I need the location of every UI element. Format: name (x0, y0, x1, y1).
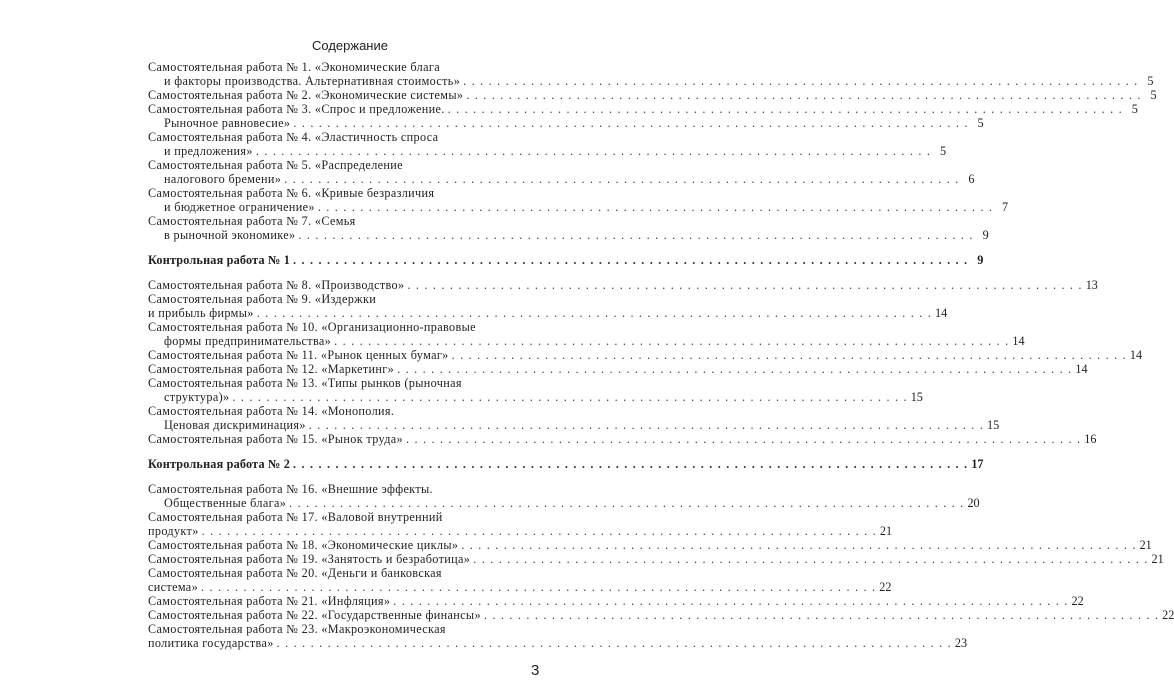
toc-leader-dots: . . . . . . . . . . . . . . . . . . . . . . . . . . . . . . . . . . . . . . . . . . . . . . . . . . . . . . . . . . . . . . . . . . . . . . . . . . . . . . . . (256, 306, 932, 320)
toc-entry-title: Ценовая дискриминация» (164, 418, 306, 432)
toc-section-heading (148, 253, 984, 267)
toc-entry-title: Самостоятельная работа № 16. «Внешние эффекты. (148, 482, 433, 496)
toc-entry (148, 102, 1138, 116)
toc-page-number: 23 (954, 636, 968, 650)
toc-entry-title: Самостоятельная работа № 23. «Макроэкономическая (148, 622, 446, 636)
toc-leader-dots: . . . . . . . . . . . . . . . . . . . . . . . . . . . . . . . . . . . . . . . . . . . . . . . . . . . . . . . . . . . . . . . . . . . . . . . . . . . . . . . . (405, 432, 1082, 446)
toc-page-number: 13 (1085, 278, 1098, 292)
toc-entry-title: Самостоятельная работа № 5. «Распределение (148, 158, 403, 172)
toc-entry (148, 376, 543, 390)
toc-page-number: 22 (1162, 608, 1174, 622)
toc-leader-dots: . . . . . . . . . . . . . . . . . . . . . . . . . . . . . . . . . . . . . . . . . . . . . . . . . . . . . . . . . . . . . . . . . . . . . . . . . . . . . . . . (407, 278, 1083, 292)
toc-entry (164, 144, 947, 158)
toc-entry (164, 74, 1154, 88)
toc-entry-title: и бюджетное ограничение» (164, 200, 315, 214)
toc-page-number: 16 (1084, 432, 1097, 446)
toc-entry-title: Самостоятельная работа № 14. «Монополия. (148, 404, 395, 418)
toc-entry (164, 116, 984, 130)
toc-entry-title: и прибыль фирмы» (148, 306, 254, 320)
toc-entry-title: Самостоятельная работа № 1. «Экономические блага (148, 60, 440, 74)
toc-entry (148, 552, 1164, 566)
toc-entry (164, 418, 1000, 432)
toc-entry (148, 482, 543, 496)
toc-entry-title: Самостоятельная работа № 19. «Занятость и безработица» (148, 552, 471, 566)
toc-page-number: 6 (968, 172, 975, 186)
toc-entry (148, 566, 543, 580)
toc-entry-title: Самостоятельная работа № 17. «Валовой внутренний (148, 510, 443, 524)
toc-entry (148, 292, 543, 306)
toc-entry-title: Рыночное равновесие» (164, 116, 291, 130)
toc-leader-dots: . . . . . . . . . . . . . . . . . . . . . . . . . . . . . . . . . . . . . . . . . . . . . . . . . . . . . . . . . . . . . . . . . . . . . . . . . . . . . . . . (201, 580, 877, 594)
toc-page-number: 21 (1139, 538, 1152, 552)
toc-entry-title: Самостоятельная работа № 2. «Экономические системы» (148, 88, 464, 102)
toc-entry-title: Самостоятельная работа № 4. «Эластичность спроса (148, 130, 439, 144)
toc-entry (148, 404, 543, 418)
toc-entry-title: Самостоятельная работа № 8. «Производство» (148, 278, 405, 292)
toc-leader-dots: . . . . . . . . . . . . . . . . . . . . . . . . . . . . . . . . . . . . . . . . . . . . . . . . . . . . . . . . . . . . . . . . . . . . . . . . . . . . . . . . (317, 200, 994, 214)
toc-leader-dots: . . . . . . . . . . . . . . . . . . . . . . . . . . . . . . . . . . . . . . . . . . . . . . . . . . . . . . . . . . . . . . . . . . . . . . . . . . . . . . . . (451, 348, 1127, 362)
toc-entry-title: Общественные блага» (164, 496, 287, 510)
toc-entry-title: в рыночной экономике» (164, 228, 296, 242)
toc-page-number: 5 (1131, 102, 1138, 116)
toc-entry (148, 432, 1097, 446)
toc-entry (148, 186, 543, 200)
toc-entry-title: и факторы производства. Альтернативная стоимость» (164, 74, 461, 88)
toc-entry (164, 496, 980, 510)
toc-page-number: 9 (982, 228, 989, 242)
toc-entry (148, 580, 892, 594)
toc-entry-title: Самостоятельная работа № 10. «Организационно-правовые (148, 320, 476, 334)
toc-entry-title: Контрольная работа № 2 (148, 457, 291, 471)
toc-leader-dots: . . . . . . . . . . . . . . . . . . . . . . . . . . . . . . . . . . . . . . . . . . . . . . . . . . . . . . . . . . . . . . . . . . . . . . . . . . . . . . . . (466, 88, 1142, 102)
toc-page-number: 14 (1075, 362, 1088, 376)
toc-entry (164, 228, 989, 242)
toc-leader-dots: . . . . . . . . . . . . . . . . . . . . . . . . . . . . . . . . . . . . . . . . . . . . . . . . . . . . . . . . . . . . . . . . . . . . . . . . . . . . . . . . (334, 334, 1010, 348)
toc-entry (148, 88, 1157, 102)
toc-page-number: 5 (1150, 88, 1157, 102)
toc-leader-dots: . . . . . . . . . . . . . . . . . . . . . . . . . . . . . . . . . . . . . . . . . . . . . . . . . . . . . . . . . . . . . . . . . . . . . . . . . . . . . . . . (397, 362, 1073, 376)
toc-entry-title: Самостоятельная работа № 7. «Семья (148, 214, 356, 228)
page-number: 3 (531, 662, 540, 679)
toc-entry-title: Самостоятельная работа № 15. «Рынок труда» (148, 432, 403, 446)
toc-entry-title: политика государства» (148, 636, 274, 650)
toc-entry-title: Самостоятельная работа № 18. «Экономические циклы» (148, 538, 459, 552)
toc-entry (148, 214, 543, 228)
toc-page-number: 20 (967, 496, 980, 510)
toc-entry-title: Самостоятельная работа № 9. «Издержки (148, 292, 377, 306)
toc-entry (148, 538, 1152, 552)
toc-page-number: 5 (940, 144, 947, 158)
toc-page-number: 22 (879, 580, 892, 594)
toc-leader-dots: . . . . . . . . . . . . . . . . . . . . . . . . . . . . . . . . . . . . . . . . . . . . . . . . . . . . . . . . . . . . . . . . . . . . . . . . . . . . . . . . (255, 144, 932, 158)
toc-leader-dots: . . . . . . . . . . . . . . . . . . . . . . . . . . . . . . . . . . . . . . . . . . . . . . . . . . . . . . . . . . . . . . . . . . . . . . . . . . . . . . . . (483, 608, 1160, 622)
toc-entry-title: формы предпринимательства» (164, 334, 332, 348)
toc-entry (148, 594, 1084, 608)
toc-leader-dots: . . . . . . . . . . . . . . . . . . . . . . . . . . . . . . . . . . . . . . . . . . . . . . . . . . . . . . . . . . . . . . . . . . . . . . . . . . . . . . . . (201, 524, 877, 538)
toc-page-number: 21 (1151, 552, 1164, 566)
toc-page-number: 17 (971, 457, 984, 471)
page-title: Содержание (312, 38, 388, 53)
toc-entry-title: система» (148, 580, 199, 594)
toc-page-number: 14 (1012, 334, 1025, 348)
toc-leader-dots: . . . . . . . . . . . . . . . . . . . . . . . . . . . . . . . . . . . . . . . . . . . . . . . . . . . . . . . . . . . . . . . . . . . . . . . . . . . . . . . . (232, 390, 908, 404)
toc-entry-title: Самостоятельная работа № 20. «Деньги и банковская (148, 566, 442, 580)
toc-leader-dots: . . . . . . . . . . . . . . . . . . . . . . . . . . . . . . . . . . . . . . . . . . . . . . . . . . . . . . . . . . . . . . . . . . . . . . . . . . . . . . . . (461, 538, 1137, 552)
toc-leader-dots: . . . . . . . . . . . . . . . . . . . . . . . . . . . . . . . . . . . . . . . . . . . . . . . . . . . . . . . . . . . . . . . . . . . . . . . . . . . . . . . . (298, 228, 974, 242)
toc-page-number: 5 (977, 116, 984, 130)
toc-entry (148, 60, 543, 74)
toc-leader-dots: . . . . . . . . . . . . . . . . . . . . . . . . . . . . . . . . . . . . . . . . . . . . . . . . . . . . . . . . . . . . . . . . . . . . . . . . . . . . . . . . (308, 418, 985, 432)
toc-leader-dots: . . . . . . . . . . . . . . . . . . . . . . . . . . . . . . . . . . . . . . . . . . . . . . . . . . . . . . . . . . . . . . . . . . . . . . . . . . . . . . . . (463, 74, 1139, 88)
toc-page-number: 5 (1147, 74, 1154, 88)
toc-entry-title: налогового бремени» (164, 172, 282, 186)
toc-entry (148, 622, 543, 636)
toc-leader-dots: . . . . . . . . . . . . . . . . . . . . . . . . . . . . . . . . . . . . . . . . . . . . . . . . . . . . . . . . . . . . . . . . . . . . . . . . . . . . . . . . (289, 496, 965, 510)
toc-leader-dots: . . . . . . . . . . . . . . . . . . . . . . . . . . . . . . . . . . . . . . . . . . . . . . . . . . . . . . . . . . . . . . . . . . . . . . . . . . . . . . . . (447, 102, 1123, 116)
toc-leader-dots: . . . . . . . . . . . . . . . . . . . . . . . . . . . . . . . . . . . . . . . . . . . . . . . . . . . . . . . . . . . . . . . . . . . . . . . . . . . . . . . . (293, 116, 969, 130)
toc-entry (164, 390, 923, 404)
toc-entry-title: Самостоятельная работа № 13. «Типы рынков (рыночная (148, 376, 462, 390)
toc-leader-dots: . . . . . . . . . . . . . . . . . . . . . . . . . . . . . . . . . . . . . . . . . . . . . . . . . . . . . . . . . . . . . . . . . . . . . . . . . . . . . . . . (393, 594, 1069, 608)
toc-entry-title: Самостоятельная работа № 3. «Спрос и предложение. (148, 102, 445, 116)
toc-page-number: 7 (1001, 200, 1009, 214)
toc-entry (148, 306, 948, 320)
toc-entry (148, 158, 543, 172)
toc-entry (148, 278, 1098, 292)
toc-entry (164, 172, 975, 186)
toc-page-number: 22 (1071, 594, 1084, 608)
toc-entry-title: Самостоятельная работа № 22. «Государственные финансы» (148, 608, 481, 622)
toc-entry-title: Самостоятельная работа № 11. «Рынок ценных бумаг» (148, 348, 449, 362)
toc-entry (148, 130, 543, 144)
toc-entry-title: и предложения» (164, 144, 253, 158)
toc-leader-dots: . . . . . . . . . . . . . . . . . . . . . . . . . . . . . . . . . . . . . . . . . . . . . . . . . . . . . . . . . . . . . . . . . . . . . . . . . . . . . . . . (473, 552, 1149, 566)
toc-entry-title: структура)» (164, 390, 230, 404)
toc-leader-dots: . . . . . . . . . . . . . . . . . . . . . . . . . . . . . . . . . . . . . . . . . . . . . . . . . . . . . . . . . . . . . . . . . . . . . . . . . . . . . . . . (293, 457, 969, 471)
toc-page-number: 14 (1129, 348, 1143, 362)
toc-page-number: 21 (879, 524, 893, 538)
toc-leader-dots: . . . . . . . . . . . . . . . . . . . . . . . . . . . . . . . . . . . . . . . . . . . . . . . . . . . . . . . . . . . . . . . . . . . . . . . . . . . . . . . . (293, 253, 969, 267)
toc-page-number: 15 (987, 418, 1000, 432)
toc-entry (164, 200, 1009, 214)
toc-page-number: 9 (977, 253, 984, 267)
toc-entry-title: Контрольная работа № 1 (148, 253, 291, 267)
toc-page-number: 15 (910, 390, 923, 404)
toc-entry (148, 510, 543, 524)
toc-page-number: 14 (934, 306, 948, 320)
toc-leader-dots: . . . . . . . . . . . . . . . . . . . . . . . . . . . . . . . . . . . . . . . . . . . . . . . . . . . . . . . . . . . . . . . . . . . . . . . . . . . . . . . . (276, 636, 952, 650)
toc-entry (148, 348, 1143, 362)
toc-entry (164, 334, 1025, 348)
toc-entry-title: продукт» (148, 524, 199, 538)
toc-entry (148, 636, 968, 650)
toc-entry (148, 362, 1088, 376)
toc-entry-title: Самостоятельная работа № 21. «Инфляция» (148, 594, 391, 608)
toc-entry-title: Самостоятельная работа № 12. «Маркетинг» (148, 362, 395, 376)
toc-entry (148, 524, 893, 538)
toc-entry (148, 320, 543, 334)
toc-entry-title: Самостоятельная работа № 6. «Кривые безразличия (148, 186, 435, 200)
toc-leader-dots: . . . . . . . . . . . . . . . . . . . . . . . . . . . . . . . . . . . . . . . . . . . . . . . . . . . . . . . . . . . . . . . . . . . . . . . . . . . . . . . . (284, 172, 960, 186)
toc-entry (148, 608, 1174, 622)
toc-section-heading (148, 457, 984, 471)
